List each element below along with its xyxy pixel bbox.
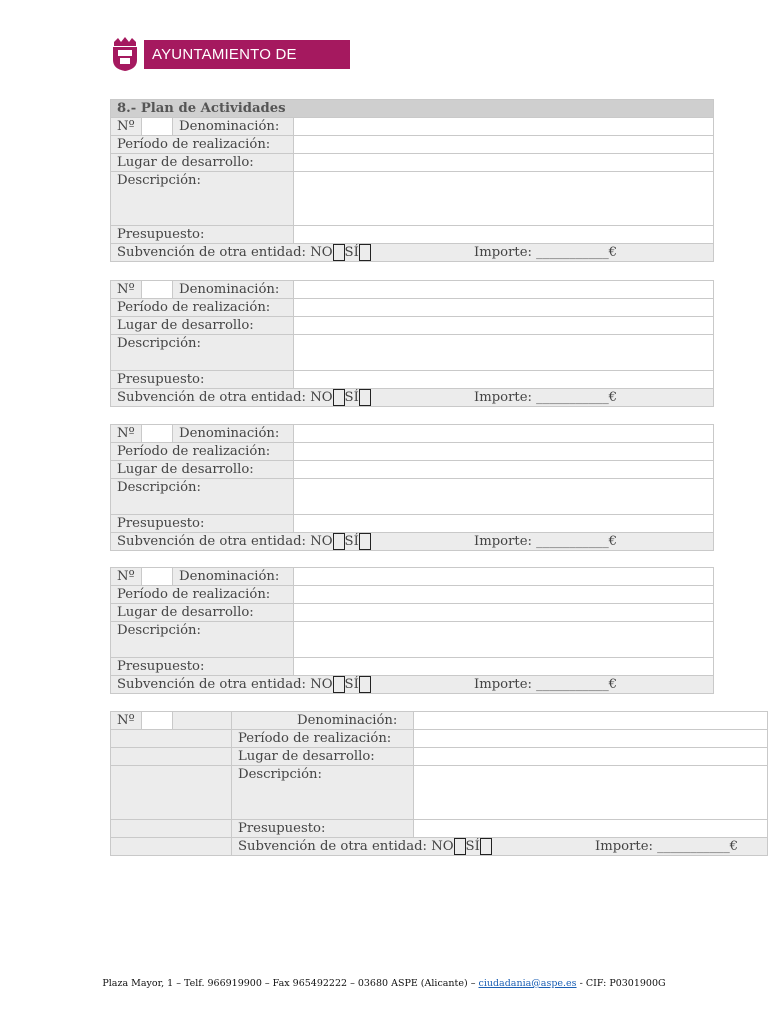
no-checkbox[interactable] — [333, 676, 345, 693]
no-checkbox[interactable] — [454, 838, 466, 855]
si-checkbox[interactable] — [359, 389, 371, 406]
num-label: Nº — [111, 712, 142, 730]
importe-label: Importe: ___________€ — [474, 677, 618, 692]
num-label: Nº — [111, 118, 142, 136]
presupuesto-label: Presupuesto: — [232, 820, 414, 838]
denominacion-label: Denominación: — [173, 118, 294, 136]
periodo-field[interactable] — [294, 299, 714, 317]
no-label: NO — [310, 534, 333, 549]
lugar-field[interactable] — [294, 154, 714, 172]
denominacion-field[interactable] — [294, 118, 714, 136]
no-label: NO — [310, 390, 333, 405]
empty-cell — [111, 766, 232, 820]
importe-label: Importe: ___________€ — [595, 839, 739, 854]
descripcion-label: Descripción: — [111, 335, 294, 371]
subvencion-row — [111, 676, 714, 694]
logo-text: AYUNTAMIENTO DE ASPE — [144, 40, 350, 69]
subvencion-row — [111, 244, 714, 262]
num-field[interactable] — [142, 118, 173, 136]
presupuesto-label: Presupuesto: — [111, 226, 294, 244]
si-checkbox[interactable] — [480, 838, 492, 855]
empty-cell — [173, 712, 232, 730]
presupuesto-field[interactable] — [294, 226, 714, 244]
periodo-field[interactable] — [294, 586, 714, 604]
descripcion-label: Descripción: — [111, 172, 294, 226]
si-checkbox[interactable] — [359, 676, 371, 693]
presupuesto-field[interactable] — [294, 515, 714, 533]
lugar-label: Lugar de desarrollo: — [111, 154, 294, 172]
footer-email-link[interactable]: ciudadania@aspe.es — [478, 978, 577, 989]
num-field[interactable] — [142, 425, 173, 443]
denominacion-label: Denominación: — [173, 568, 294, 586]
no-checkbox[interactable] — [333, 244, 345, 261]
no-label: NO — [431, 839, 454, 854]
lugar-label: Lugar de desarrollo: — [111, 604, 294, 622]
lugar-label: Lugar de desarrollo: — [232, 748, 414, 766]
descripcion-field[interactable] — [294, 479, 714, 515]
no-label: NO — [310, 677, 333, 692]
subvencion-label: Subvención de otra entidad: — [117, 534, 306, 549]
num-field[interactable] — [142, 712, 173, 730]
num-label: Nº — [111, 568, 142, 586]
descripcion-field[interactable] — [294, 172, 714, 226]
no-checkbox[interactable] — [333, 533, 345, 550]
si-label: SÍ — [344, 245, 359, 260]
subvencion-label: Subvención de otra entidad: — [117, 677, 306, 692]
periodo-field[interactable] — [294, 443, 714, 461]
si-label: SÍ — [465, 839, 480, 854]
presupuesto-field[interactable] — [294, 371, 714, 389]
denominacion-label: Denominación: — [173, 425, 294, 443]
lugar-label: Lugar de desarrollo: — [111, 461, 294, 479]
descripcion-field[interactable] — [294, 622, 714, 658]
lugar-field[interactable] — [294, 604, 714, 622]
denominacion-field[interactable] — [414, 712, 768, 730]
importe-label: Importe: ___________€ — [474, 390, 618, 405]
num-field[interactable] — [142, 281, 173, 299]
activity-block-4 — [110, 567, 714, 694]
descripcion-label: Descripción: — [111, 622, 294, 658]
presupuesto-field[interactable] — [414, 820, 768, 838]
subvencion-row — [111, 389, 714, 407]
si-checkbox[interactable] — [359, 244, 371, 261]
footer-cif: - CIF: P0301900G — [579, 978, 666, 989]
num-label: Nº — [111, 425, 142, 443]
presupuesto-label: Presupuesto: — [111, 658, 294, 676]
denominacion-label: Denominación: — [173, 281, 294, 299]
periodo-field[interactable] — [294, 136, 714, 154]
subvencion-row — [232, 838, 768, 856]
empty-cell — [111, 820, 232, 838]
periodo-label: Período de realización: — [111, 299, 294, 317]
lugar-field[interactable] — [294, 461, 714, 479]
importe-label: Importe: ___________€ — [474, 534, 618, 549]
activity-block-2 — [110, 280, 714, 407]
presupuesto-label: Presupuesto: — [111, 371, 294, 389]
descripcion-field[interactable] — [414, 766, 768, 820]
num-field[interactable] — [142, 568, 173, 586]
activity-block-3 — [110, 424, 714, 551]
section-title: 8.- Plan de Actividades — [111, 100, 714, 118]
periodo-label: Período de realización: — [111, 443, 294, 461]
presupuesto-label: Presupuesto: — [111, 515, 294, 533]
importe-label: Importe: ___________€ — [474, 245, 618, 260]
periodo-label: Período de realización: — [232, 730, 414, 748]
si-label: SÍ — [344, 390, 359, 405]
descripcion-field[interactable] — [294, 335, 714, 371]
presupuesto-field[interactable] — [294, 658, 714, 676]
empty-cell — [111, 730, 232, 748]
subvencion-label: Subvención de otra entidad: — [117, 390, 306, 405]
activity-block-5 — [110, 711, 768, 856]
si-label: SÍ — [344, 534, 359, 549]
no-checkbox[interactable] — [333, 389, 345, 406]
footer — [0, 978, 768, 989]
activity-block-1 — [110, 99, 714, 262]
empty-cell — [111, 838, 232, 856]
crest-icon — [110, 36, 140, 72]
periodo-field[interactable] — [414, 730, 768, 748]
empty-cell — [111, 748, 232, 766]
lugar-field[interactable] — [294, 317, 714, 335]
lugar-label: Lugar de desarrollo: — [111, 317, 294, 335]
si-checkbox[interactable] — [359, 533, 371, 550]
subvencion-row — [111, 533, 714, 551]
no-label: NO — [310, 245, 333, 260]
denominacion-field[interactable] — [294, 281, 714, 299]
subvencion-label: Subvención de otra entidad: — [238, 839, 427, 854]
descripcion-label: Descripción: — [232, 766, 414, 820]
denominacion-field[interactable] — [294, 425, 714, 443]
denominacion-label: Denominación: — [232, 712, 414, 730]
lugar-field[interactable] — [414, 748, 768, 766]
si-label: SÍ — [344, 677, 359, 692]
footer-address: Plaza Mayor, 1 – Telf. 966919900 – Fax 965492222 – 03680 ASPE (Alicante) – — [102, 978, 476, 989]
periodo-label: Período de realización: — [111, 136, 294, 154]
subvencion-label: Subvención de otra entidad: — [117, 245, 306, 260]
num-label: Nº — [111, 281, 142, 299]
ayuntamiento-logo — [110, 36, 350, 92]
denominacion-field[interactable] — [294, 568, 714, 586]
periodo-label: Período de realización: — [111, 586, 294, 604]
descripcion-label: Descripción: — [111, 479, 294, 515]
